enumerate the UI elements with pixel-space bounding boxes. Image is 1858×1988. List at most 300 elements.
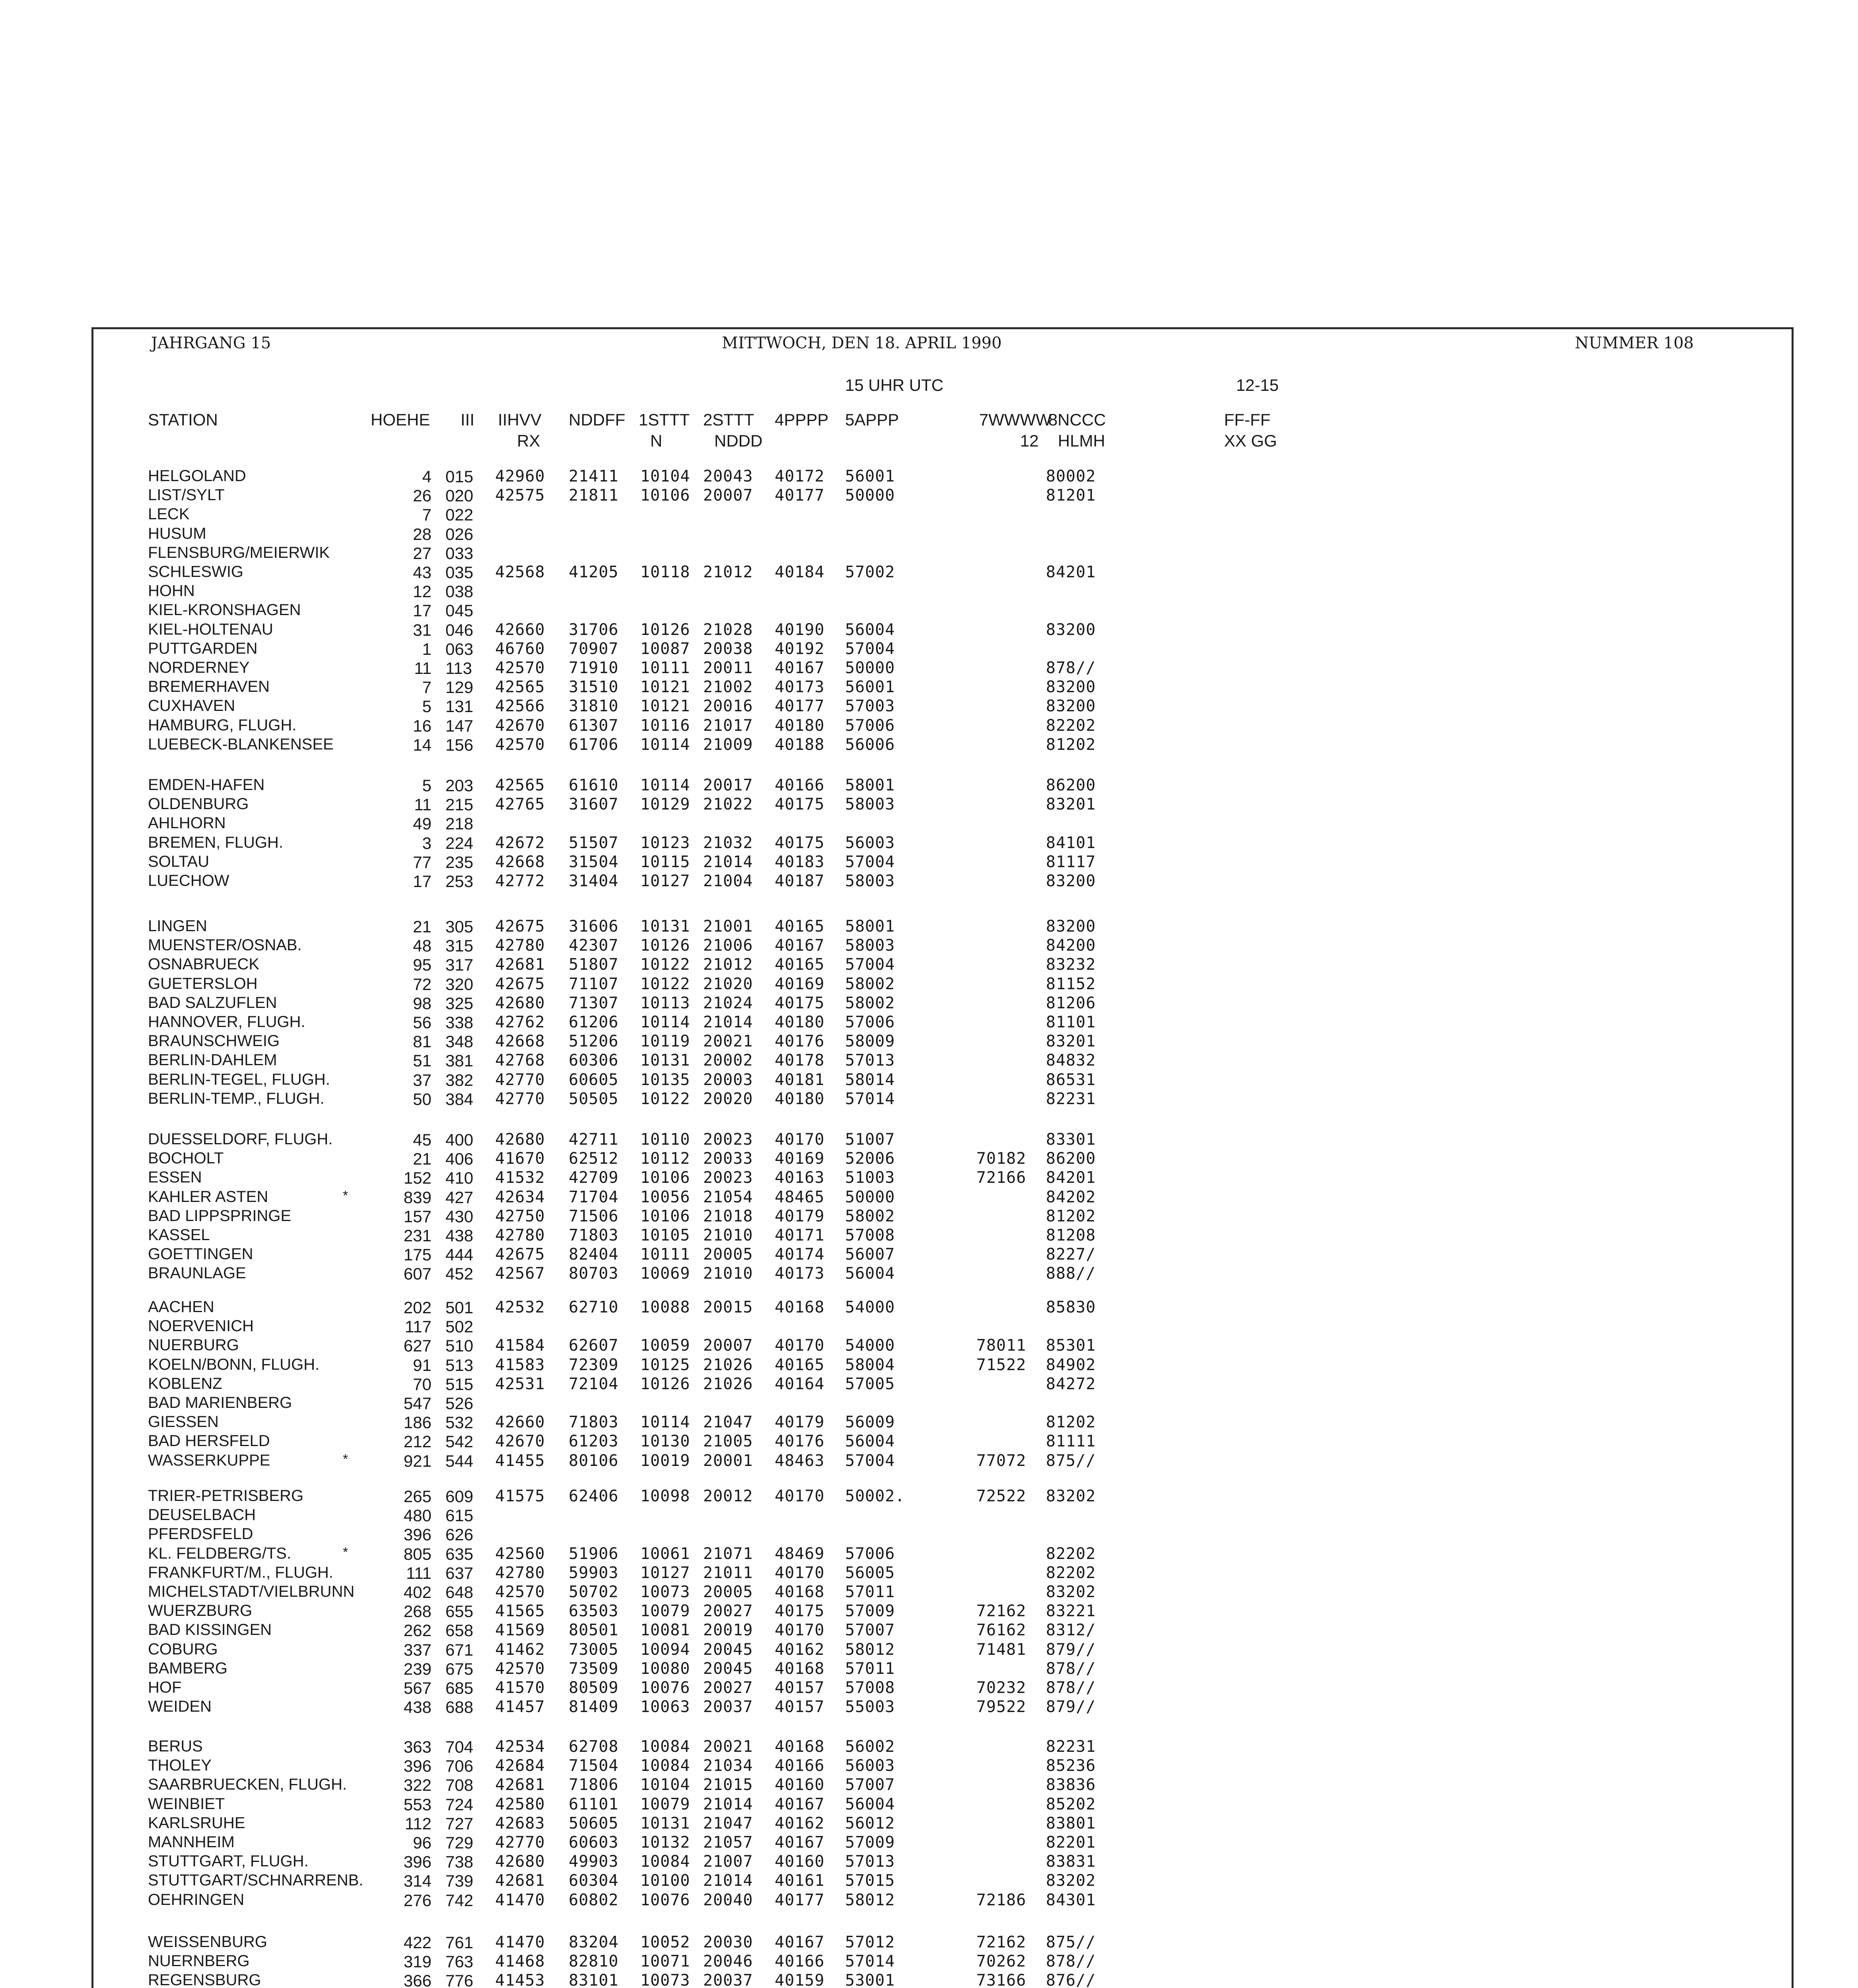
station-id: 675 bbox=[445, 1659, 474, 1678]
group-1sttt: 10079 bbox=[640, 1795, 690, 1813]
group-nddff: 31606 bbox=[569, 917, 619, 936]
group-2sttt: 20021 bbox=[703, 1032, 753, 1051]
station-id: 045 bbox=[445, 601, 474, 620]
table-row bbox=[0, 1971, 1858, 1988]
table-row bbox=[0, 1149, 1858, 1169]
group-1sttt: 10106 bbox=[640, 1169, 690, 1187]
group-4pppp: 40166 bbox=[775, 1952, 825, 1971]
station-id: 033 bbox=[445, 544, 474, 563]
group-4pppp: 40180 bbox=[775, 1089, 825, 1108]
station-id: 761 bbox=[445, 1933, 474, 1952]
group-iihvv: 42534 bbox=[495, 1738, 545, 1756]
group-iihvv: 42570 bbox=[495, 1659, 545, 1678]
station-name: GOETTINGEN bbox=[148, 1245, 253, 1263]
station-name: SOLTAU bbox=[148, 852, 210, 870]
group-nddff: 31706 bbox=[569, 620, 619, 639]
group-7wwww: 70182 bbox=[976, 1149, 1026, 1168]
group-4pppp: 40190 bbox=[775, 620, 825, 639]
station-id: 406 bbox=[445, 1149, 474, 1169]
station-id: 215 bbox=[445, 795, 474, 814]
group-iihvv: 42570 bbox=[495, 659, 545, 677]
table-row bbox=[0, 467, 1858, 486]
group-1sttt: 10114 bbox=[640, 1013, 690, 1031]
col-4pppp: 4PPPP bbox=[775, 410, 829, 429]
station-height: 26 bbox=[413, 486, 431, 505]
group-iihvv: 42531 bbox=[495, 1375, 545, 1393]
table-row bbox=[0, 1188, 1858, 1207]
group-2sttt: 21071 bbox=[703, 1544, 753, 1563]
group-7wwww: 70232 bbox=[976, 1679, 1026, 1697]
group-iihvv: 41583 bbox=[495, 1355, 545, 1374]
station-name: STUTTGART/SCHNARRENB. bbox=[148, 1872, 363, 1889]
station-name: BAD LIPPSPRINGE bbox=[148, 1207, 292, 1225]
group-iihvv: 42668 bbox=[495, 852, 545, 871]
table-row bbox=[0, 1394, 1858, 1413]
group-nddff: 82810 bbox=[569, 1952, 619, 1971]
group-8nccc: 8227/ bbox=[1046, 1245, 1096, 1264]
group-5appp: 58004 bbox=[845, 1355, 895, 1374]
group-iihvv: 42750 bbox=[495, 1207, 545, 1225]
station-name: LECK bbox=[148, 505, 190, 523]
group-4pppp: 40175 bbox=[775, 833, 825, 852]
group-iihvv: 42580 bbox=[495, 1795, 545, 1813]
group-8nccc: 878// bbox=[1046, 1679, 1096, 1697]
station-name: KAHLER ASTEN bbox=[148, 1188, 268, 1206]
group-2sttt: 21032 bbox=[703, 833, 753, 852]
station-id: 671 bbox=[445, 1640, 474, 1659]
station-name: WUERZBURG bbox=[148, 1602, 253, 1620]
station-name: STUTTGART, FLUGH. bbox=[148, 1852, 309, 1870]
group-iihvv: 42772 bbox=[495, 872, 545, 890]
group-8nccc: 85202 bbox=[1046, 1795, 1096, 1813]
group-nddff: 42711 bbox=[569, 1130, 619, 1149]
group-1sttt: 10122 bbox=[640, 955, 690, 974]
group-7wwww: 70262 bbox=[976, 1952, 1026, 1971]
station-height: 28 bbox=[413, 524, 431, 544]
station-height: 202 bbox=[403, 1298, 431, 1317]
group-2sttt: 21047 bbox=[703, 1814, 753, 1833]
group-8nccc: 81208 bbox=[1046, 1226, 1096, 1244]
group-7wwww: 72522 bbox=[976, 1487, 1026, 1505]
group-1sttt: 10061 bbox=[640, 1544, 690, 1563]
group-5appp: 56012 bbox=[845, 1814, 895, 1833]
group-1sttt: 10088 bbox=[640, 1298, 690, 1316]
station-id: 708 bbox=[445, 1776, 474, 1795]
table-row bbox=[0, 1207, 1858, 1226]
group-nddff: 51906 bbox=[569, 1544, 619, 1563]
station-name: EMDEN-HAFEN bbox=[148, 776, 265, 794]
group-7wwww: 79522 bbox=[976, 1698, 1026, 1716]
station-id: 704 bbox=[445, 1738, 474, 1756]
station-name: BAD MARIENBERG bbox=[148, 1394, 292, 1411]
group-iihvv: 42660 bbox=[495, 1413, 545, 1432]
station-height: 265 bbox=[403, 1487, 431, 1506]
station-height: 37 bbox=[413, 1070, 431, 1089]
station-height: 98 bbox=[413, 994, 431, 1013]
group-1sttt: 10098 bbox=[640, 1487, 690, 1505]
group-nddff: 62512 bbox=[569, 1149, 619, 1168]
group-nddff: 81409 bbox=[569, 1698, 619, 1716]
table-row bbox=[0, 1169, 1858, 1188]
group-1sttt: 10073 bbox=[640, 1971, 690, 1988]
group-nddff: 60605 bbox=[569, 1070, 619, 1089]
group-iihvv: 41575 bbox=[495, 1487, 545, 1505]
station-id: 763 bbox=[445, 1952, 474, 1971]
table-row bbox=[0, 1621, 1858, 1640]
group-7wwww: 72162 bbox=[976, 1602, 1026, 1621]
station-id: 113 bbox=[445, 659, 472, 678]
station-id: 427 bbox=[445, 1188, 474, 1207]
station-name: FRANKFURT/M., FLUGH. bbox=[148, 1563, 333, 1581]
station-name: BREMEN, FLUGH. bbox=[148, 833, 284, 851]
group-8nccc: 878// bbox=[1046, 1952, 1096, 1971]
station-name: KOBLENZ bbox=[148, 1375, 222, 1392]
group-4pppp: 40157 bbox=[775, 1698, 825, 1716]
station-name: KIEL-KRONSHAGEN bbox=[148, 601, 301, 619]
group-4pppp: 40161 bbox=[775, 1872, 825, 1890]
group-nddff: 31607 bbox=[569, 795, 619, 814]
group-4pppp: 40188 bbox=[775, 735, 825, 754]
col-12: 12 bbox=[1020, 431, 1039, 450]
group-nddff: 71803 bbox=[569, 1413, 619, 1432]
group-8nccc: 875// bbox=[1046, 1451, 1096, 1470]
group-1sttt: 10111 bbox=[640, 659, 690, 677]
station-id: 147 bbox=[445, 716, 474, 735]
station-height: 81 bbox=[413, 1032, 431, 1051]
group-4pppp: 40167 bbox=[775, 1833, 825, 1852]
station-id: 724 bbox=[445, 1795, 474, 1814]
station-name: PUTTGARDEN bbox=[148, 639, 258, 657]
station-id: 502 bbox=[445, 1317, 474, 1336]
station-name: KARLSRUHE bbox=[148, 1814, 245, 1832]
station-height: 48 bbox=[413, 936, 431, 955]
station-id: 129 bbox=[445, 678, 474, 697]
group-1sttt: 10063 bbox=[640, 1698, 690, 1716]
station-name: BERLIN-DAHLEM bbox=[148, 1051, 277, 1069]
group-4pppp: 40181 bbox=[775, 1070, 825, 1089]
group-iihvv: 42762 bbox=[495, 1013, 545, 1031]
group-4pppp: 40162 bbox=[775, 1814, 825, 1833]
group-1sttt: 10130 bbox=[640, 1432, 690, 1451]
group-nddff: 71910 bbox=[569, 659, 619, 677]
group-2sttt: 21018 bbox=[703, 1207, 753, 1225]
group-iihvv: 41569 bbox=[495, 1621, 545, 1640]
group-1sttt: 10131 bbox=[640, 1051, 690, 1070]
group-4pppp: 40180 bbox=[775, 1013, 825, 1031]
group-1sttt: 10076 bbox=[640, 1679, 690, 1697]
group-iihvv: 42765 bbox=[495, 795, 545, 814]
group-iihvv: 41468 bbox=[495, 1952, 545, 1971]
table-row bbox=[0, 1660, 1858, 1679]
station-height: 111 bbox=[406, 1563, 431, 1582]
group-1sttt: 10073 bbox=[640, 1583, 690, 1601]
group-nddff: 21811 bbox=[569, 486, 619, 505]
group-iihvv: 41565 bbox=[495, 1602, 545, 1621]
table-row bbox=[0, 834, 1858, 853]
group-nddff: 62710 bbox=[569, 1298, 619, 1316]
group-nddff: 71506 bbox=[569, 1207, 619, 1225]
station-id: 438 bbox=[445, 1226, 474, 1245]
group-1sttt: 10105 bbox=[640, 1226, 690, 1244]
group-nddff: 62406 bbox=[569, 1487, 619, 1505]
group-2sttt: 20002 bbox=[703, 1051, 753, 1070]
station-id: 305 bbox=[445, 917, 474, 936]
station-height: 438 bbox=[403, 1698, 431, 1717]
station-name: HAMBURG, FLUGH. bbox=[148, 716, 297, 734]
col-5appp: 5APPP bbox=[845, 410, 899, 429]
station-id: 325 bbox=[445, 994, 474, 1013]
station-name: GIESSEN bbox=[148, 1413, 219, 1431]
group-2sttt: 20020 bbox=[703, 1089, 753, 1108]
group-5appp: 58003 bbox=[845, 936, 895, 955]
group-8nccc: 81101 bbox=[1046, 1013, 1096, 1031]
group-4pppp: 40172 bbox=[775, 467, 825, 485]
group-5appp: 56004 bbox=[845, 1795, 895, 1813]
station-height: 51 bbox=[413, 1051, 431, 1070]
group-4pppp: 40167 bbox=[775, 936, 825, 955]
station-name: THOLEY bbox=[148, 1757, 212, 1774]
group-1sttt: 10084 bbox=[640, 1852, 690, 1871]
group-4pppp: 40171 bbox=[775, 1226, 825, 1244]
group-1sttt: 10076 bbox=[640, 1891, 690, 1909]
station-height: 627 bbox=[403, 1336, 431, 1355]
group-5appp: 56003 bbox=[845, 1757, 895, 1775]
col-station: STATION bbox=[148, 410, 218, 429]
group-4pppp: 40184 bbox=[775, 563, 825, 581]
group-2sttt: 20012 bbox=[703, 1487, 753, 1505]
station-id: 513 bbox=[445, 1355, 474, 1375]
station-id: 542 bbox=[445, 1432, 474, 1451]
group-8nccc: 84101 bbox=[1046, 833, 1096, 852]
station-name: SCHLESWIG bbox=[148, 563, 244, 580]
group-iihvv: 46760 bbox=[495, 639, 545, 658]
group-nddff: 63503 bbox=[569, 1602, 619, 1621]
station-id: 510 bbox=[445, 1336, 474, 1355]
group-nddff: 51507 bbox=[569, 833, 619, 852]
group-1sttt: 10110 bbox=[640, 1130, 690, 1149]
station-name: FLENSBURG/MEIERWIK bbox=[148, 544, 330, 561]
group-8nccc: 879// bbox=[1046, 1640, 1096, 1659]
group-8nccc: 82202 bbox=[1046, 1544, 1096, 1563]
station-name: BERUS bbox=[148, 1738, 203, 1755]
group-nddff: 42709 bbox=[569, 1169, 619, 1187]
group-5appp: 51007 bbox=[845, 1130, 895, 1149]
issue-number: NUMMER 108 bbox=[1575, 334, 1694, 352]
station-id: 022 bbox=[445, 505, 474, 524]
group-5appp: 57004 bbox=[845, 955, 895, 974]
group-1sttt: 10111 bbox=[640, 1245, 690, 1264]
group-8nccc: 8312/ bbox=[1046, 1621, 1096, 1640]
group-5appp: 57009 bbox=[845, 1602, 895, 1621]
group-iihvv: 41455 bbox=[495, 1451, 545, 1470]
group-nddff: 71803 bbox=[569, 1226, 619, 1244]
group-8nccc: 81202 bbox=[1046, 1207, 1096, 1225]
period-label: 12-15 bbox=[1236, 376, 1279, 394]
group-5appp: 58002 bbox=[845, 994, 895, 1012]
group-5appp: 57004 bbox=[845, 639, 895, 658]
table-row bbox=[0, 505, 1858, 524]
station-id: 738 bbox=[445, 1852, 474, 1872]
group-1sttt: 10106 bbox=[640, 1207, 690, 1225]
station-name: BREMERHAVEN bbox=[148, 678, 270, 696]
station-height: 72 bbox=[413, 975, 431, 994]
table-row bbox=[0, 955, 1858, 975]
station-name: BOCHOLT bbox=[148, 1149, 224, 1167]
group-2sttt: 20016 bbox=[703, 697, 753, 716]
station-height: 16 bbox=[413, 716, 431, 735]
station-height: 553 bbox=[403, 1795, 431, 1814]
group-1sttt: 10080 bbox=[640, 1659, 690, 1678]
group-1sttt: 10104 bbox=[640, 1776, 690, 1794]
station-height: 45 bbox=[413, 1130, 431, 1149]
group-8nccc: 84201 bbox=[1046, 1169, 1096, 1187]
group-1sttt: 10056 bbox=[640, 1188, 690, 1206]
station-id: 315 bbox=[445, 936, 474, 955]
station-height: 186 bbox=[403, 1413, 431, 1432]
table-row bbox=[0, 1852, 1858, 1872]
station-name: OLDENBURG bbox=[148, 795, 249, 813]
station-name: OEHRINGEN bbox=[148, 1891, 245, 1908]
station-height: 21 bbox=[413, 1149, 431, 1169]
table-row bbox=[0, 601, 1858, 620]
group-nddff: 62708 bbox=[569, 1738, 619, 1756]
group-iihvv: 42960 bbox=[495, 467, 545, 485]
group-nddff: 83204 bbox=[569, 1933, 619, 1951]
group-8nccc: 84301 bbox=[1046, 1891, 1096, 1909]
group-5appp: 55003 bbox=[845, 1698, 895, 1716]
group-8nccc: 875// bbox=[1046, 1933, 1096, 1951]
group-8nccc: 85236 bbox=[1046, 1757, 1096, 1775]
col-n: N bbox=[650, 431, 663, 450]
station-height: 31 bbox=[413, 620, 431, 639]
station-name: AHLHORN bbox=[148, 814, 226, 832]
group-5appp: 56005 bbox=[845, 1563, 895, 1582]
table-row bbox=[0, 1071, 1858, 1090]
station-height: 49 bbox=[413, 814, 431, 833]
group-2sttt: 20043 bbox=[703, 467, 753, 485]
group-2sttt: 20001 bbox=[703, 1451, 753, 1470]
station-height: 96 bbox=[413, 1833, 431, 1852]
table-row bbox=[0, 697, 1858, 716]
station-id: 253 bbox=[445, 872, 474, 891]
group-1sttt: 10094 bbox=[640, 1640, 690, 1659]
group-nddff: 71307 bbox=[569, 994, 619, 1012]
station-height: 27 bbox=[413, 544, 431, 563]
station-id: 382 bbox=[445, 1070, 474, 1089]
group-4pppp: 40169 bbox=[775, 975, 825, 993]
station-name: NORDERNEY bbox=[148, 659, 250, 676]
group-5appp: 56004 bbox=[845, 1264, 895, 1283]
group-8nccc: 86531 bbox=[1046, 1070, 1096, 1089]
station-name: LUEBECK-BLANKENSEE bbox=[148, 735, 334, 753]
station-id: 038 bbox=[445, 582, 474, 601]
group-nddff: 71504 bbox=[569, 1757, 619, 1775]
group-iihvv: 42532 bbox=[495, 1298, 545, 1316]
table-row bbox=[0, 994, 1858, 1013]
group-2sttt: 21057 bbox=[703, 1833, 753, 1852]
group-4pppp: 40168 bbox=[775, 1659, 825, 1678]
group-2sttt: 20019 bbox=[703, 1621, 753, 1640]
table-row bbox=[0, 1814, 1858, 1833]
group-2sttt: 21034 bbox=[703, 1757, 753, 1775]
station-height: 396 bbox=[403, 1525, 431, 1544]
station-name: BAD HERSFELD bbox=[148, 1432, 270, 1450]
group-5appp: 58003 bbox=[845, 795, 895, 814]
group-1sttt: 10122 bbox=[640, 975, 690, 993]
station-name: DUESSELDORF, FLUGH. bbox=[148, 1130, 333, 1148]
station-name: WEIDEN bbox=[148, 1698, 212, 1716]
station-height: 319 bbox=[403, 1952, 431, 1971]
group-5appp: 57014 bbox=[845, 1089, 895, 1108]
table-row bbox=[0, 872, 1858, 891]
group-4pppp: 48465 bbox=[775, 1188, 825, 1206]
group-iihvv: 42570 bbox=[495, 1583, 545, 1601]
group-iihvv: 42565 bbox=[495, 678, 545, 697]
station-height: 547 bbox=[403, 1394, 431, 1413]
group-5appp: 57006 bbox=[845, 1013, 895, 1031]
group-1sttt: 10123 bbox=[640, 833, 690, 852]
group-1sttt: 10126 bbox=[640, 1375, 690, 1393]
group-1sttt: 10116 bbox=[640, 716, 690, 735]
group-1sttt: 10125 bbox=[640, 1355, 690, 1374]
mountain-station-mark: * bbox=[343, 1451, 348, 1467]
table-row bbox=[0, 486, 1858, 505]
station-name: NOERVENICH bbox=[148, 1317, 254, 1335]
group-1sttt: 10059 bbox=[640, 1336, 690, 1355]
group-2sttt: 20037 bbox=[703, 1698, 753, 1716]
table-row bbox=[0, 795, 1858, 814]
station-name: COBURG bbox=[148, 1640, 218, 1658]
group-1sttt: 10127 bbox=[640, 872, 690, 890]
station-id: 635 bbox=[445, 1544, 474, 1563]
group-8nccc: 84902 bbox=[1046, 1355, 1096, 1374]
group-4pppp: 40175 bbox=[775, 1602, 825, 1621]
group-nddff: 62607 bbox=[569, 1336, 619, 1355]
table-row bbox=[0, 1317, 1858, 1336]
station-id: 532 bbox=[445, 1413, 474, 1432]
group-2sttt: 20040 bbox=[703, 1891, 753, 1909]
group-2sttt: 21010 bbox=[703, 1264, 753, 1283]
table-row bbox=[0, 640, 1858, 659]
group-nddff: 61706 bbox=[569, 735, 619, 754]
group-nddff: 31810 bbox=[569, 697, 619, 716]
group-nddff: 70907 bbox=[569, 639, 619, 658]
group-8nccc: 81206 bbox=[1046, 994, 1096, 1012]
group-5appp: 57012 bbox=[845, 1933, 895, 1951]
group-8nccc: 81117 bbox=[1046, 852, 1096, 871]
station-height: 402 bbox=[403, 1583, 431, 1602]
group-2sttt: 20033 bbox=[703, 1149, 753, 1168]
group-5appp: 57011 bbox=[845, 1659, 895, 1678]
group-4pppp: 40177 bbox=[775, 1891, 825, 1909]
group-1sttt: 10132 bbox=[640, 1833, 690, 1852]
table-row bbox=[0, 1032, 1858, 1051]
table-row bbox=[0, 525, 1858, 544]
group-2sttt: 20005 bbox=[703, 1245, 753, 1264]
group-8nccc: 81152 bbox=[1046, 975, 1096, 993]
group-5appp: 50002. bbox=[845, 1487, 905, 1505]
group-2sttt: 20023 bbox=[703, 1130, 753, 1149]
group-nddff: 71107 bbox=[569, 975, 619, 993]
station-name: WEISSENBURG bbox=[148, 1933, 268, 1951]
group-7wwww: 77072 bbox=[976, 1451, 1026, 1470]
group-4pppp: 40157 bbox=[775, 1679, 825, 1697]
station-name: CUXHAVEN bbox=[148, 697, 235, 715]
table-row bbox=[0, 1487, 1858, 1506]
group-1sttt: 10126 bbox=[640, 620, 690, 639]
station-id: 739 bbox=[445, 1872, 474, 1891]
group-4pppp: 40169 bbox=[775, 1149, 825, 1168]
